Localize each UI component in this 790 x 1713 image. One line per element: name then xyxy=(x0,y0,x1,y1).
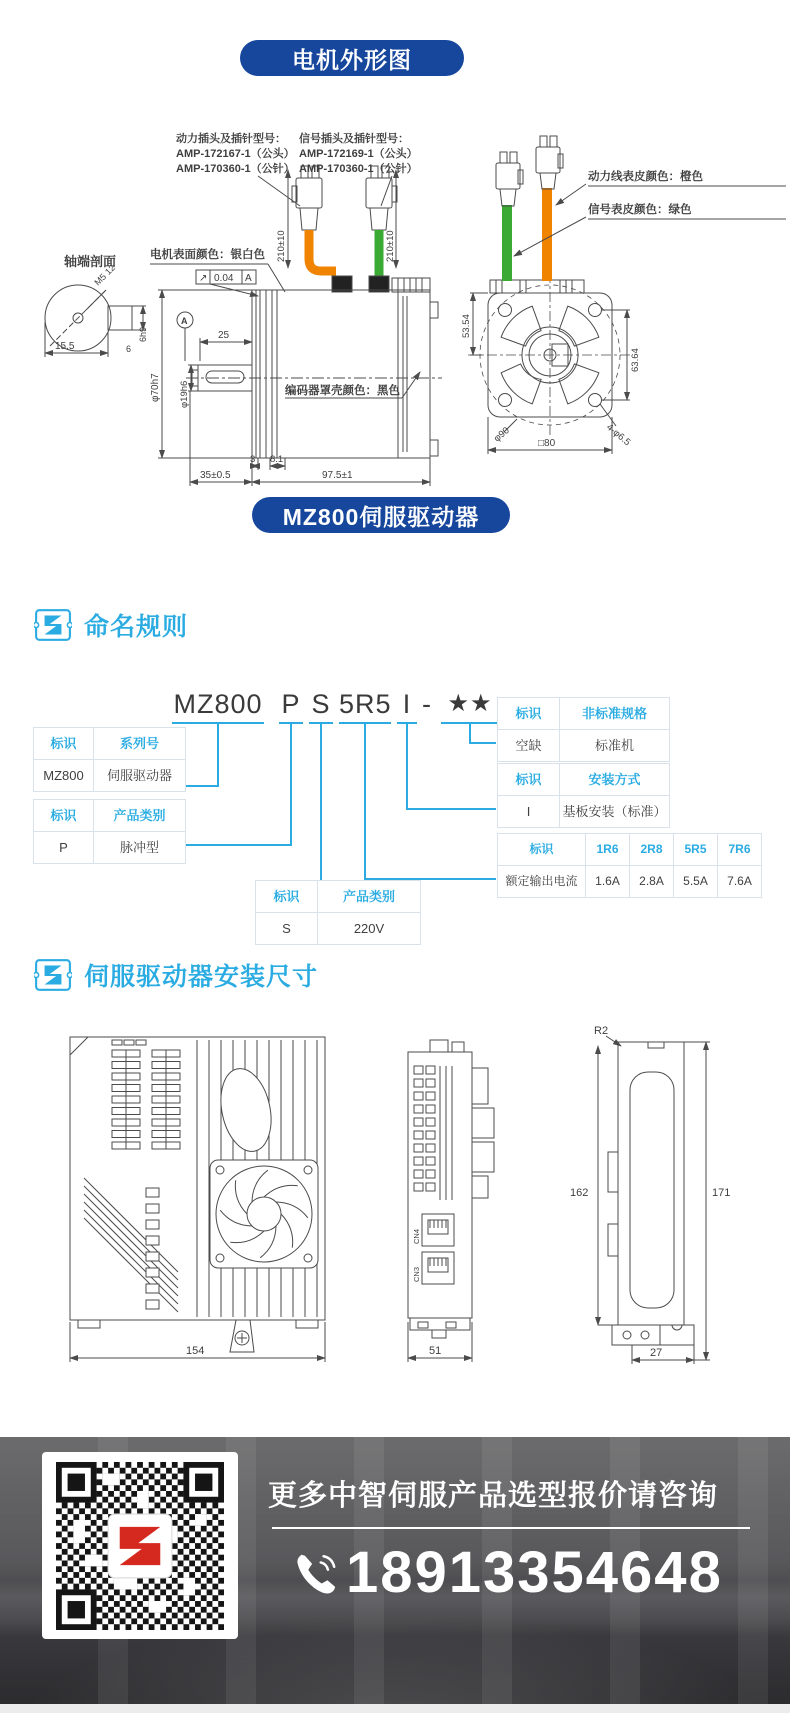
dim-dia90: φ90 xyxy=(491,425,512,445)
table-cell: 安装方式 xyxy=(560,764,670,796)
table-cell: 7.6A xyxy=(718,866,762,898)
table-cell: MZ800 xyxy=(34,760,94,792)
dim-height-171: 171 xyxy=(712,1187,731,1199)
mount-size-title: 伺服驱动器安装尺寸 xyxy=(84,963,319,991)
table-cell: 非标准规格 xyxy=(560,698,670,730)
table-cell: 空缺 xyxy=(498,730,560,762)
power-plug-head: AMP-172167-1（公头） xyxy=(176,148,295,160)
table-cell: 产品类别 xyxy=(94,800,186,832)
table-series xyxy=(33,727,186,792)
table-product-type xyxy=(33,799,186,864)
dim-3: 3 xyxy=(250,454,256,465)
cn4-port xyxy=(422,1214,454,1246)
driver-side-view xyxy=(408,1040,494,1338)
table-cell: 7R6 xyxy=(718,834,762,866)
signal-plug-title: 信号插头及插针型号： xyxy=(299,133,409,145)
dim-key-depth: 6 xyxy=(126,344,132,354)
power-cable-orange xyxy=(309,230,336,271)
cooling-fan xyxy=(210,1160,318,1268)
runout-value: 0.04 xyxy=(214,273,234,284)
motor-outline-drawing xyxy=(0,110,790,490)
table-cell: 基板安装（标准） xyxy=(560,796,670,828)
table-cell: 额定输出电流 xyxy=(498,866,586,898)
table-cell: 标准机 xyxy=(560,730,670,762)
dim-width-51: 51 xyxy=(429,1345,442,1357)
dim-height-162: 162 xyxy=(570,1187,589,1199)
qr-center-logo xyxy=(108,1514,172,1578)
driver-dimension-drawing xyxy=(0,1010,790,1370)
table-cell: 标识 xyxy=(34,728,94,760)
dim-holes: 4-φ6.5 xyxy=(604,421,633,449)
datum-a-label: A xyxy=(181,316,188,326)
driver-front-view xyxy=(70,1037,325,1352)
phone-row xyxy=(292,1539,723,1606)
power-connector-front xyxy=(536,136,563,189)
code-voltage: S xyxy=(311,689,331,719)
table-cell: 1.6A xyxy=(586,866,630,898)
phone-number: 18913354648 xyxy=(346,1540,723,1605)
table-cell: 标识 xyxy=(34,800,94,832)
table-cell: 系列号 xyxy=(94,728,186,760)
motor-outline-title-pill xyxy=(240,40,464,76)
dim-thread: M5 12 xyxy=(92,262,118,288)
consult-text: 更多中智伺服产品选型报价请咨询 xyxy=(268,1480,719,1512)
driver-series-title: MZ800伺服驱动器 xyxy=(282,503,480,530)
table-cell: 标识 xyxy=(498,834,586,866)
power-cable-color-note: 动力线表皮颜色：橙色 xyxy=(588,171,703,183)
dim-width-154: 154 xyxy=(186,1345,205,1357)
dim-shaft-dia: φ19h6 xyxy=(179,380,190,408)
motor-front-view xyxy=(468,273,632,437)
surface-color-note: 电机表面颜色：银白色 xyxy=(150,249,265,261)
table-cell: 标识 xyxy=(498,698,560,730)
vent-grid xyxy=(112,1050,180,1149)
side-vent-slots xyxy=(414,1066,435,1191)
table-cell: I xyxy=(498,796,560,828)
power-connector-drawing xyxy=(292,166,322,230)
factory-photo-banner xyxy=(0,1437,790,1713)
power-plug-pin: AMP-170360-1（公针） xyxy=(176,163,295,175)
bottom-strip xyxy=(0,1704,790,1713)
signal-connector-front xyxy=(496,152,523,206)
dim-cable-power-length: 210±10 xyxy=(276,230,287,262)
dim-shaft-length: 25 xyxy=(218,330,230,341)
table-cell: S xyxy=(256,913,318,945)
dim-body-dia: φ70h7 xyxy=(150,373,161,402)
code-type: P xyxy=(281,689,301,719)
table-mounting xyxy=(497,763,670,828)
table-cell: 脉冲型 xyxy=(94,832,186,864)
naming-rule-heading xyxy=(34,606,188,644)
signal-plug-pin: AMP-170360-1（公针） xyxy=(299,163,418,175)
signal-connector-drawing xyxy=(366,166,397,230)
table-cell: 产品类别 xyxy=(318,881,421,913)
table-cell: 1R6 xyxy=(586,834,630,866)
code-mount: I xyxy=(402,689,412,719)
code-stars: ★★ xyxy=(447,690,493,717)
runout-symbol: ↗ xyxy=(199,273,208,284)
runout-datum: A xyxy=(245,273,252,284)
dim-cable-signal-length: 210±10 xyxy=(385,230,396,262)
power-plug-title: 动力插头及插针型号： xyxy=(176,133,286,145)
dim-15-5: 15.5 xyxy=(55,341,75,352)
code-current: 5R5 xyxy=(339,689,392,719)
naming-rule-title: 命名规则 xyxy=(84,613,189,641)
table-cell: 2R8 xyxy=(630,834,674,866)
dim-depth-27: 27 xyxy=(650,1347,663,1359)
heatsink-plates xyxy=(84,1178,178,1312)
z-logo-icon xyxy=(34,606,72,644)
table-cell: 2.8A xyxy=(630,866,674,898)
dim-97-5: 97.5±1 xyxy=(322,470,353,481)
table-cell: 标识 xyxy=(498,764,560,796)
shaft-section-label: 轴端剖面 xyxy=(64,254,117,269)
dim-8-1: 8.1 xyxy=(270,454,284,465)
encoder-color-note: 编码器罩壳颜色：黑色 xyxy=(285,385,400,397)
cn4-label: CN4 xyxy=(412,1228,421,1244)
dim-53-54: 53.54 xyxy=(461,314,472,338)
driver-profile-view xyxy=(608,1042,694,1345)
motor-outline-title: 电机外形图 xyxy=(292,46,412,73)
table-voltage xyxy=(255,880,421,945)
signal-cable-color-note: 信号表皮颜色：绿色 xyxy=(588,204,692,216)
cn3-label: CN3 xyxy=(412,1266,421,1282)
phone-icon xyxy=(292,1550,338,1596)
consult-divider xyxy=(272,1527,750,1529)
dim-key-width: 6h9 xyxy=(138,326,148,342)
table-nonstandard xyxy=(497,697,670,762)
code-dash: - xyxy=(422,689,432,719)
table-cell: 伺服驱动器 xyxy=(94,760,186,792)
table-cell: 5R5 xyxy=(674,834,718,866)
cn3-port xyxy=(422,1252,454,1284)
signal-plug-head: AMP-172169-1（公头） xyxy=(299,148,418,160)
qr-card xyxy=(42,1452,238,1639)
dim-r2: R2 xyxy=(594,1025,609,1037)
table-cell: 5.5A xyxy=(674,866,718,898)
dim-square80: □80 xyxy=(538,438,556,449)
table-rated-current xyxy=(497,833,762,898)
table-cell: 标识 xyxy=(256,881,318,913)
driver-series-title-pill xyxy=(252,497,510,533)
qr-code xyxy=(56,1462,224,1630)
dim-35: 35±0.5 xyxy=(200,470,231,481)
mount-size-heading xyxy=(34,956,318,994)
table-cell: 220V xyxy=(318,913,421,945)
motor-side-view xyxy=(186,290,442,458)
dim-63-64: 63.64 xyxy=(630,348,641,372)
code-series: MZ800 xyxy=(173,689,263,719)
z-logo-icon xyxy=(34,956,72,994)
table-cell: P xyxy=(34,832,94,864)
